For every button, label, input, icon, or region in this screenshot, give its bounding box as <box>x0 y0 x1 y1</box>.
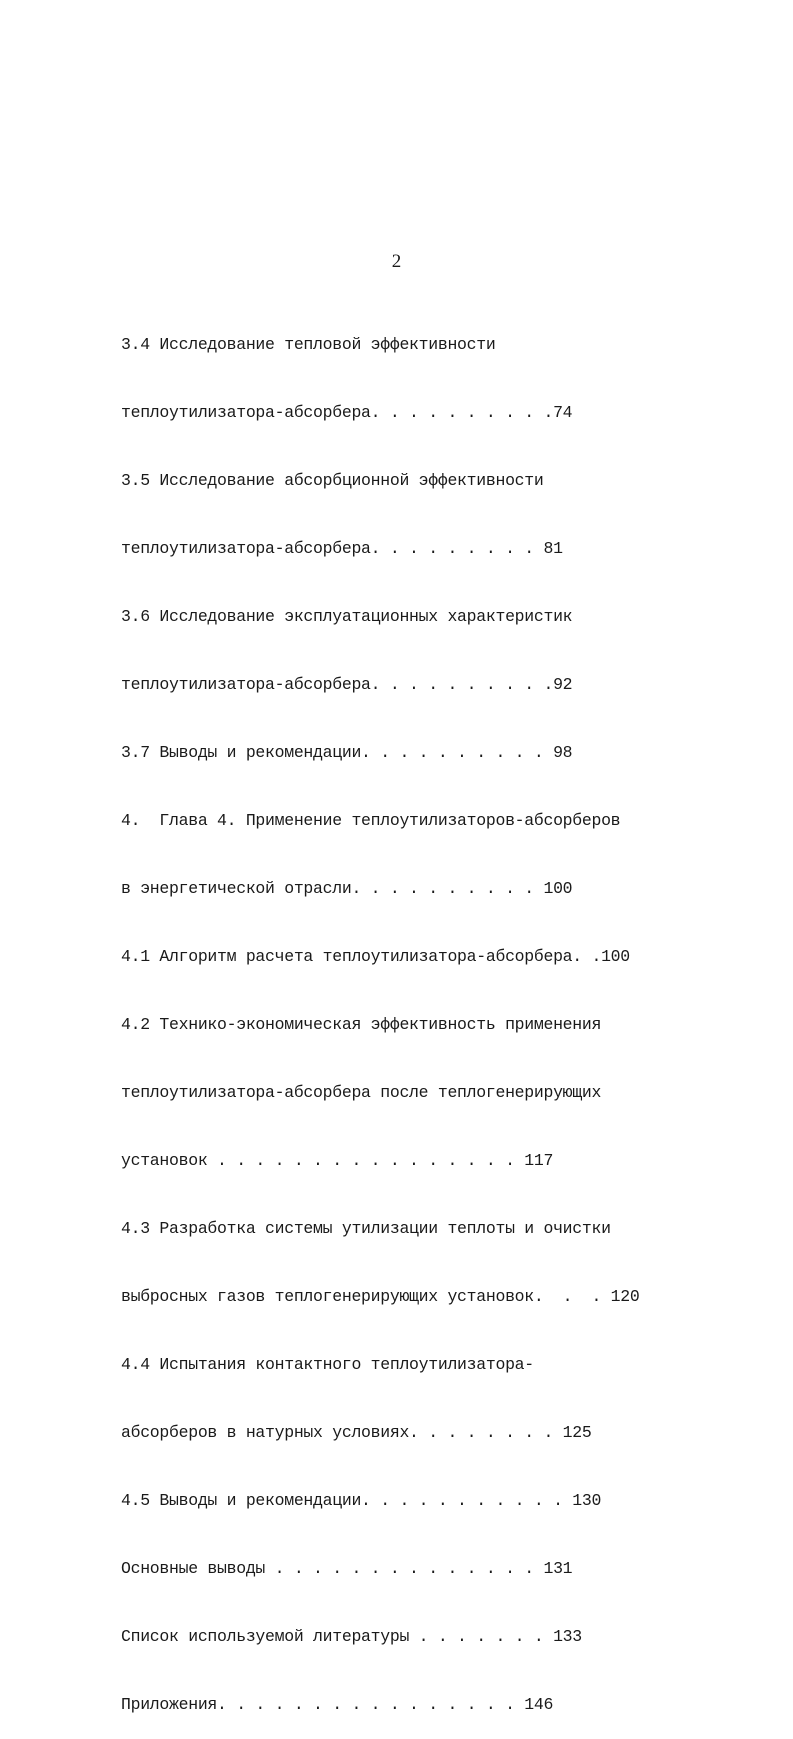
page-number: 2 <box>391 251 402 272</box>
toc-line-3-6-title: 3.6 Исследование эксплуатационных характеристик <box>121 607 573 626</box>
toc-line-3-5-title: 3.5 Исследование абсорбционной эффективности <box>121 471 544 490</box>
toc-line-4-3-page: выбросных газов теплогенерирующих установок. . . 120 <box>121 1287 640 1306</box>
toc-line-3-4-page: теплоутилизатора-абсорбера. . . . . . . . . .74 <box>121 403 573 422</box>
toc-line-4-2-page: установок . . . . . . . . . . . . . . . . 117 <box>121 1151 554 1170</box>
toc-line-chapter-4-title: 4. Глава 4. Применение теплоутилизаторов-абсорберов <box>121 811 621 830</box>
toc-line-4-2-title: 4.2 Технико-экономическая эффективность применения <box>121 1015 602 1034</box>
toc-line-4-2-cont: теплоутилизатора-абсорбера после теплогенерирующих <box>121 1083 602 1102</box>
toc-line-3-4-title: 3.4 Исследование тепловой эффективности <box>121 335 496 354</box>
toc-line-4-5: 4.5 Выводы и рекомендации. . . . . . . . . . . 130 <box>121 1491 602 1510</box>
toc-line-4-1: 4.1 Алгоритм расчета теплоутилизатора-абсорбера. .100 <box>121 947 630 966</box>
toc-line-3-5-page: теплоутилизатора-абсорбера. . . . . . . . . 81 <box>121 539 563 558</box>
toc-line-references: Список используемой литературы . . . . . . . 133 <box>121 1627 582 1646</box>
toc-line-4-4-title: 4.4 Испытания контактного теплоутилизатора- <box>121 1355 534 1374</box>
table-of-contents <box>121 292 741 1739</box>
toc-line-chapter-4-page: в энергетической отрасли. . . . . . . . . . 100 <box>121 879 573 898</box>
toc-line-appendices: Приложения. . . . . . . . . . . . . . . . 146 <box>121 1695 554 1714</box>
toc-line-4-3-title: 4.3 Разработка системы утилизации теплоты и очистки <box>121 1219 611 1238</box>
toc-line-3-6-page: теплоутилизатора-абсорбера. . . . . . . . . .92 <box>121 675 573 694</box>
toc-line-4-4-page: абсорберов в натурных условиях. . . . . . . . 125 <box>121 1423 592 1442</box>
toc-line-main-conclusions: Основные выводы . . . . . . . . . . . . . . 131 <box>121 1559 573 1578</box>
toc-line-3-7: 3.7 Выводы и рекомендации. . . . . . . . . . 98 <box>121 743 573 762</box>
